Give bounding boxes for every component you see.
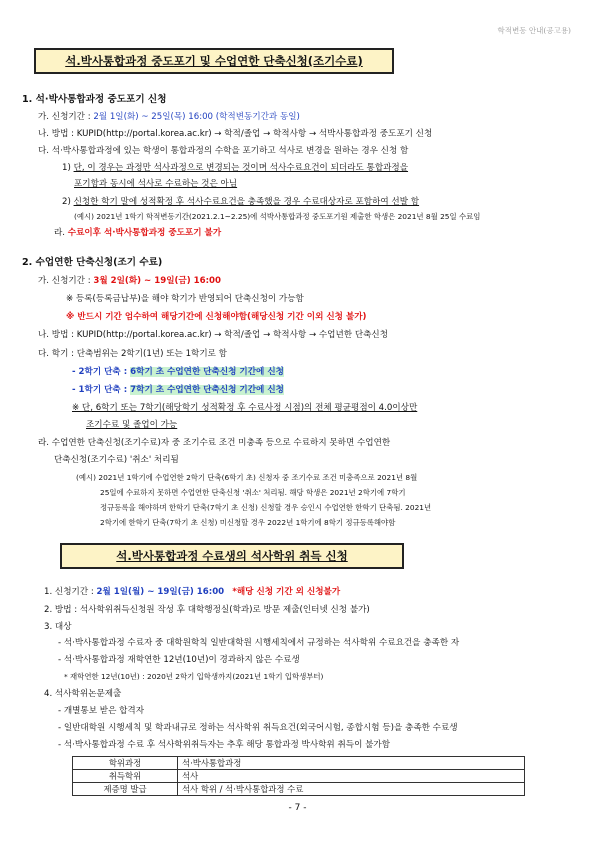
- s2-example-1: (예시) 2021년 1학기에 수업연한 2학기 단축(6학기 초) 신청자 중 조기수료 조건 미충족으로 2021년 8월: [76, 473, 418, 482]
- table-value: 석사 학위 / 석·박사통합과정 수료: [178, 783, 525, 796]
- s2-gpa-note: ※ 단, 6학기 또는 7학기(해당학기 성적확정 후 수료사정 시점)의 전체 평균평점이 4.0이상만: [72, 403, 418, 413]
- page-number: - 7 -: [288, 803, 307, 813]
- page-header: 학적변동 안내(공고용): [497, 26, 571, 35]
- s1-description: 다. 석·박사통합과정에 있는 학생이 통합과정의 수학을 포기하고 석사로 변경을 원하는 경우 신청 함: [38, 146, 409, 156]
- table-row: [73, 770, 525, 783]
- s2-semester: 다. 학기 : 단축범위는 2학기(1년) 또는 1학기로 함: [38, 349, 227, 359]
- s2-cancel: 라. 수업연한 단축신청(조기수료)자 중 조기수료 조건 미충족 등으로 수료하지 못하면 수업연한: [38, 438, 391, 448]
- b-target-2: - 석·박사통합과정 재학연한 12년(10년)이 경과하지 않은 수료생: [58, 655, 300, 665]
- s2-two-semester: - 2학기 단축 : 6학기 초 수업연한 단축신청 기간에 신청: [72, 367, 284, 377]
- s2-period-value: 3월 2일(화) ~ 19일(금) 16:00: [93, 276, 222, 286]
- b-target: 3. 대상: [44, 622, 72, 632]
- b-thesis-3: - 석·박사통합과정 수료 후 석사학위취득자는 추후 해당 통합과정 박사학위 취득이 불가함: [58, 740, 391, 750]
- s2-gpa-note-cont: 조기수료 및 졸업이 가능: [86, 420, 178, 430]
- table-key: 학위과정: [73, 757, 178, 770]
- degree-info-table: [72, 756, 525, 796]
- table-key: 제증명 발급: [73, 783, 178, 796]
- b-target-1: - 석·박사통합과정 수료자 중 대학원학칙 일반대학원 시행세칙에서 규정하는 석사학위 수료요건을 충족한 자: [58, 638, 460, 648]
- s2-cancel-cont: 단축신청(조기수료) '취소' 처리됨: [54, 455, 179, 465]
- section1-title: 석.박사통합과정 중도포기 및 수업연한 단축신청(조기수료): [65, 54, 363, 68]
- s1-method: 나. 방법 : KUPID(http://portal.korea.ac.kr) → 학적/졸업 → 학적사항 → 석박사통합과정 중도포기 신청: [38, 129, 433, 139]
- s1-heading: 1. 석·박사통합과정 중도포기 신청: [22, 94, 167, 105]
- s2-example-3: 정규등록을 해야하며 한학기 단축(7학기 초 신청) 신청할 경우 승인시 수업연한 한학기 단축됨. 2021년: [100, 503, 432, 512]
- s1-period-value: 2월 1일(화) ~ 25일(목) 16:00 (학적변동기간과 동일): [93, 112, 300, 122]
- section1-title-box: [34, 48, 394, 74]
- table-value: 석·박사통합과정: [178, 757, 525, 770]
- s2-method: 나. 방법 : KUPID(http://portal.korea.ac.kr) → 학적/졸업 → 학적사항 → 수업년한 단축신청: [38, 330, 389, 340]
- s1-item1-cont: 포기함과 동시에 석사로 수료하는 것은 아님: [74, 179, 238, 189]
- s2-note1: ※ 등록(등록금납부)을 해야 학기가 반영되어 단축신청이 가능함: [66, 294, 304, 304]
- section2-title-box: [60, 543, 404, 569]
- b-thesis-1: - 개별통보 받은 합격자: [58, 706, 145, 716]
- s1-example: (예시) 2021년 1학기 학적변동기간(2021.2.1~2.25)에 석박사통합과정 중도포기원 제출한 학생은 2021년 8월 25일 수료임: [74, 212, 481, 221]
- s2-example-2: 25일에 수료하지 못하면 수업연한 단축신청 '취소' 처리됨. 해당 학생은 2021년 2학기에 7학기: [100, 488, 406, 497]
- s1-item2: 2) 신청한 학기 말에 성적확정 후 석사수료요건을 충족했을 경우 수료대상자로 포함하여 선발 함: [62, 197, 420, 207]
- s2-example-4: 2학기에 한학기 단축(7학기 초 신청) 미신청할 경우 2022년 1학기에 8학기 정규등록해야함: [100, 518, 396, 527]
- s2-note2: ※ 반드시 기간 엄수하여 해당기간에 신청해야함(해당신청 기간 이외 신청 불가): [66, 312, 367, 322]
- table-row: [73, 783, 525, 796]
- b-thesis: 4. 석사학위논문제출: [44, 689, 122, 699]
- b-thesis-2: - 일반대학원 시행세칙 및 학과내규로 정하는 석사학위 취득요건(외국어시험, 종합시험 등)을 충족한 수료생: [58, 723, 458, 733]
- b-target-note: * 재학연한 12년(10년) : 2020년 2학기 입학생까지(2021년 1학기 입학생부터): [64, 672, 324, 681]
- b-period: 1. 신청기간 : 2월 1일(월) ~ 19일(금) 16:00 *해당 신청 기간 외 신청불가: [44, 587, 341, 597]
- table-row: [73, 757, 525, 770]
- s2-one-semester: - 1학기 단축 : 7학기 초 수업연한 단축신청 기간에 신청: [72, 385, 284, 395]
- s1-item1: 1) 단, 이 경우는 과정만 석사과정으로 변경되는 것이며 석사수료요건이 되더라도 통합과정을: [62, 163, 409, 173]
- section2-title: 석.박사통합과정 수료생의 석사학위 취득 신청: [116, 549, 348, 563]
- s1-period: 가. 신청기간 : 2월 1일(화) ~ 25일(목) 16:00 (학적변동기간과 동일): [38, 112, 300, 122]
- s2-period: 가. 신청기간 : 3월 2일(화) ~ 19일(금) 16:00: [38, 276, 222, 286]
- table-value: 석사: [178, 770, 525, 783]
- s1-restriction: 라. 수료이후 석·박사통합과정 중도포기 불가: [54, 228, 222, 238]
- s2-heading: 2. 수업연한 단축신청(조기 수료): [22, 257, 163, 268]
- b-method: 2. 방법 : 석사학위취득신청원 작성 후 대학행정실(학과)로 방문 제출(인터넷 신청 불가): [44, 605, 370, 615]
- table-key: 취득학위: [73, 770, 178, 783]
